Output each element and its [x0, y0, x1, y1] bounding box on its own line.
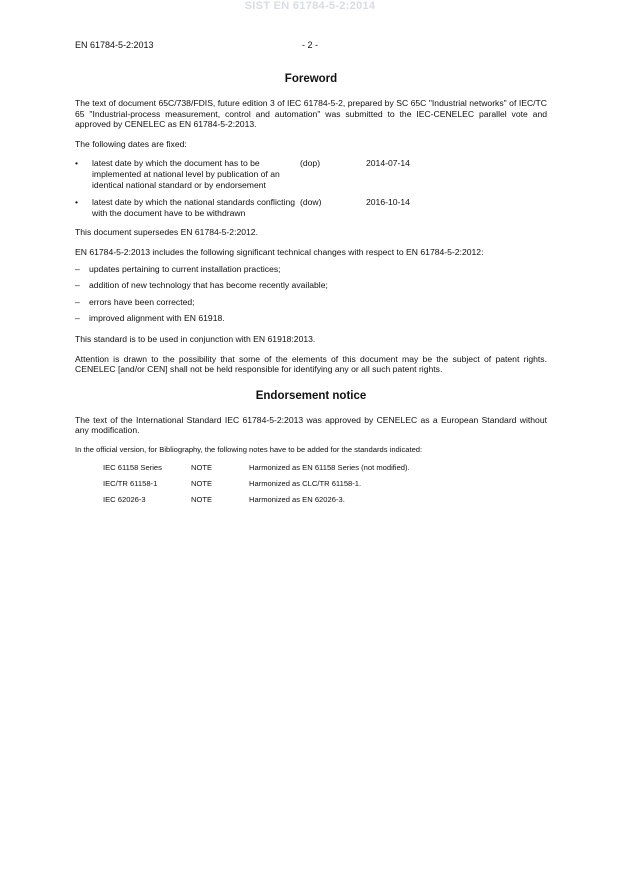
note-row [103, 463, 547, 473]
change-text: updates pertaining to current installation practices; [89, 263, 281, 274]
conjunction-text: This standard is to be used in conjunction with EN 61918:2013. [75, 333, 316, 344]
dates-intro: The following dates are fixed: [75, 138, 187, 149]
dash: – [75, 296, 80, 307]
header-doc-id: EN 61784-5-2:2013 [75, 40, 154, 50]
changes-intro: EN 61784-5-2:2013 includes the following significant technical changes with respect to EN 61784-5-2:2012: [75, 246, 484, 257]
note-text: Harmonized as EN 62026-3. [249, 494, 345, 504]
note-row [103, 479, 547, 489]
foreword-intro: The text of document 65C/738/FDIS, future edition 3 of IEC 61784-5-2, prepared by SC 65C "Industrial networks" of IEC/TC 65 "Industrial-process measurement, control and automation" was submitted to the IEC-CENELEC parallel vote and approved by CENELEC as EN 61784-5-2:2013. [75, 98, 547, 130]
date-code: (dop) [300, 158, 321, 169]
date-value: 2016-10-14 [366, 197, 410, 208]
list-item [75, 264, 547, 275]
note-label: NOTE [191, 479, 213, 489]
dash: – [75, 313, 80, 324]
note-label: NOTE [191, 463, 213, 473]
watermark: SIST EN 61784-5-2:2014 [244, 0, 376, 12]
list-item [75, 280, 547, 291]
bullet: • [75, 158, 79, 169]
dash: – [75, 280, 80, 291]
note-text: Harmonized as EN 61158 Series (not modified). [249, 463, 410, 473]
date-description: latest date by which the document has to be implemented at national level by publication of an identical national standard or by endorsement [92, 158, 280, 190]
note-standard: IEC 61158 Series [103, 463, 162, 473]
list-item [75, 313, 547, 324]
note-label: NOTE [191, 494, 213, 504]
date-item [75, 158, 547, 190]
list-item [75, 297, 547, 308]
notes-table [103, 463, 547, 504]
date-code: (dow) [300, 197, 322, 208]
foreword-title: Foreword [284, 73, 338, 85]
endorsement-title: Endorsement notice [255, 389, 367, 402]
bullet: • [75, 197, 79, 208]
dash: – [75, 263, 80, 274]
date-description: latest date by which the national standards conflicting with the document have to be withdrawn [92, 197, 296, 218]
header-page-number: - 2 - [301, 40, 318, 50]
change-text: addition of new technology that has become recently available; [89, 280, 328, 291]
change-text: improved alignment with EN 61918. [89, 313, 225, 324]
date-item [75, 197, 547, 218]
note-text: Harmonized as CLC/TR 61158-1. [249, 479, 362, 489]
note-row [103, 495, 547, 505]
note-standard: IEC/TR 61158-1 [103, 479, 158, 489]
note-standard: IEC 62026-3 [103, 494, 146, 504]
dates-list [75, 158, 547, 218]
change-text: errors have been corrected; [89, 296, 195, 307]
supersedes-text: This document supersedes EN 61784-5-2:2012. [75, 227, 258, 238]
date-value: 2014-07-14 [366, 158, 410, 169]
document-body [75, 72, 547, 510]
bibliography-intro: In the official version, for Bibliography, the following notes have to be added for the standards indicated: [75, 444, 423, 454]
changes-list [75, 264, 547, 324]
patent-text: Attention is drawn to the possibility that some of the elements of this document may be the subject of patent rights. CENELEC [and/or CEN] shall not be held responsible for identifying any or all such patent rights. [75, 353, 547, 375]
endorsement-text: The text of the International Standard IEC 61784-5-2:2013 was approved by CENELEC as a European Standard without any modification. [75, 414, 547, 436]
